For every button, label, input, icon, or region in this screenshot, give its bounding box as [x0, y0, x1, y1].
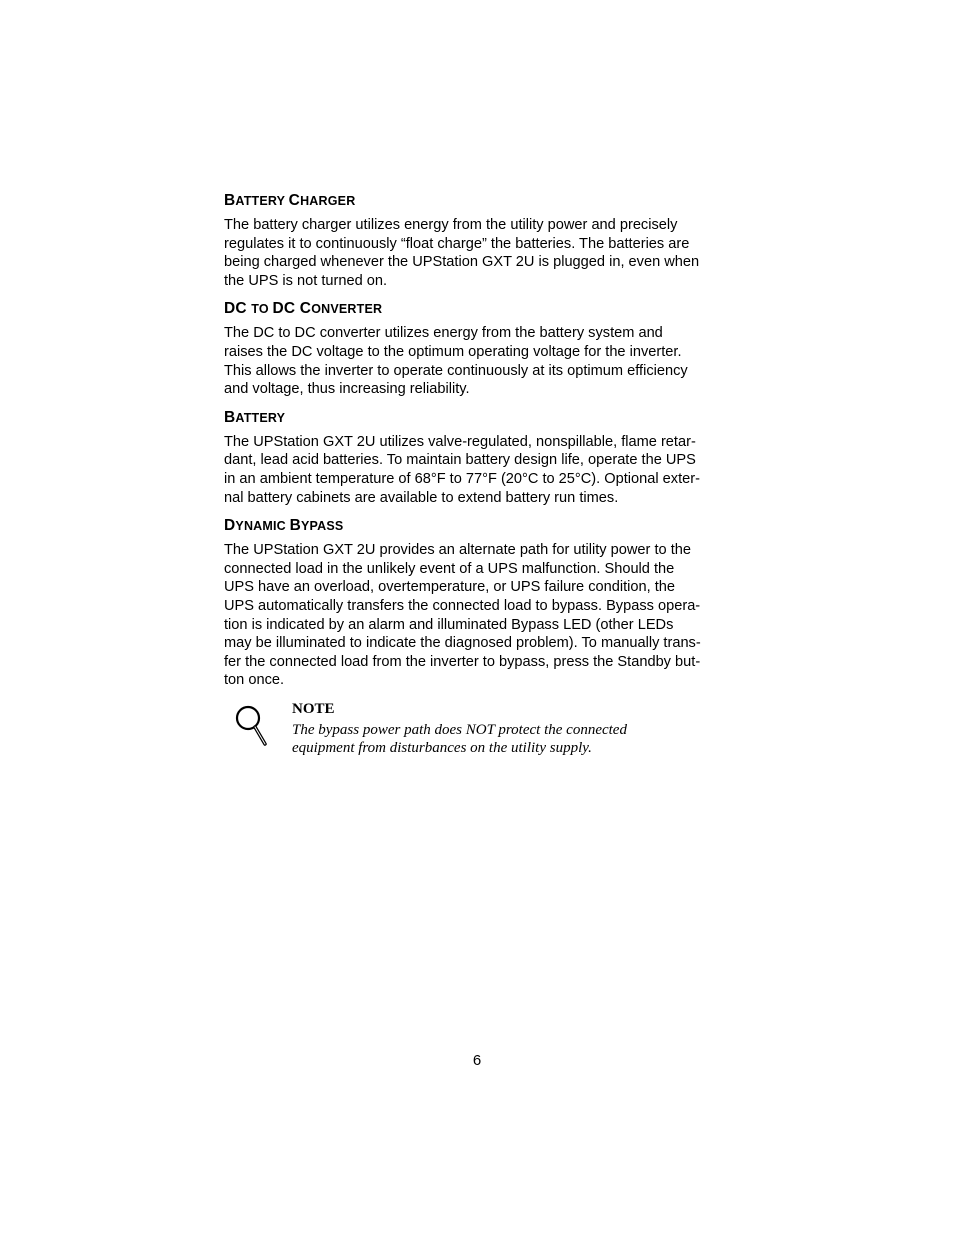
heading-text: B	[224, 192, 236, 209]
heading-text: DC	[224, 300, 252, 318]
note-title: NOTE	[292, 700, 335, 717]
heading-text: B	[289, 517, 301, 535]
heading-text: YNAMIC	[235, 519, 290, 534]
section-heading-dc-to-dc-converter	[224, 300, 736, 318]
page-number: 6	[472, 1052, 482, 1069]
document-body	[224, 192, 736, 758]
section-heading-battery-charger	[224, 192, 736, 210]
heading-text: B	[224, 408, 236, 426]
heading-text: ATTERY	[235, 410, 286, 425]
heading-text: HARGER	[300, 194, 356, 208]
note-callout	[224, 700, 736, 758]
heading-text: YPASS	[301, 519, 344, 534]
section-body-dc-to-dc-converter: The DC to DC converter utilizes energy from the battery system and raises the DC voltage to the optimum operating voltage for the inverter. This allows the inverter to operate continuously at its optimum efficiency and voltage, thus increasing reliability.	[224, 325, 688, 398]
heading-text: TO	[251, 302, 273, 317]
section-heading-battery	[224, 409, 736, 427]
heading-text: ATTERY	[235, 194, 289, 208]
section-body-battery: The UPStation GXT 2U utilizes valve-regulated, nonspillable, flame retar- dant, lead acid batteries. To maintain battery design life, operate the UPS in an ambient temperature of 68°F to 77°F (20°C to 25°C). Optional exter- nal battery cabinets are available to extend battery run times.	[224, 433, 700, 506]
section-body-battery-charger: The battery charger utilizes energy from the utility power and precisely regulates it to continuously “float charge” the batteries. The batteries are being charged whenever the UPStation GXT 2U is plugged in, even when the UPS is not turned on.	[224, 217, 700, 289]
magnifying-glass-icon	[234, 704, 270, 748]
heading-text: ONVERTER	[311, 302, 383, 317]
note-text: The bypass power path does NOT protect the connected equipment from disturbances on the utility supply.	[292, 721, 627, 757]
section-body-dynamic-bypass: The UPStation GXT 2U provides an alternate path for utility power to the connected load in the unlikely event of a UPS malfunction. Should the UPS have an overload, overtemperature, or UPS failure condition, the UPS automatically transfers the connected load to bypass. Bypass opera- tion is indicated by an alarm and illuminated Bypass LED (other LEDs may be illuminated to indicate the diagnosed problem). To manually trans- fer the connected load from the inverter to bypass, press the Standby but- ton once.	[224, 542, 701, 689]
heading-text: D	[224, 517, 236, 535]
section-heading-dynamic-bypass	[224, 517, 736, 535]
heading-text: C	[288, 192, 301, 209]
heading-text: DC C	[272, 300, 312, 318]
